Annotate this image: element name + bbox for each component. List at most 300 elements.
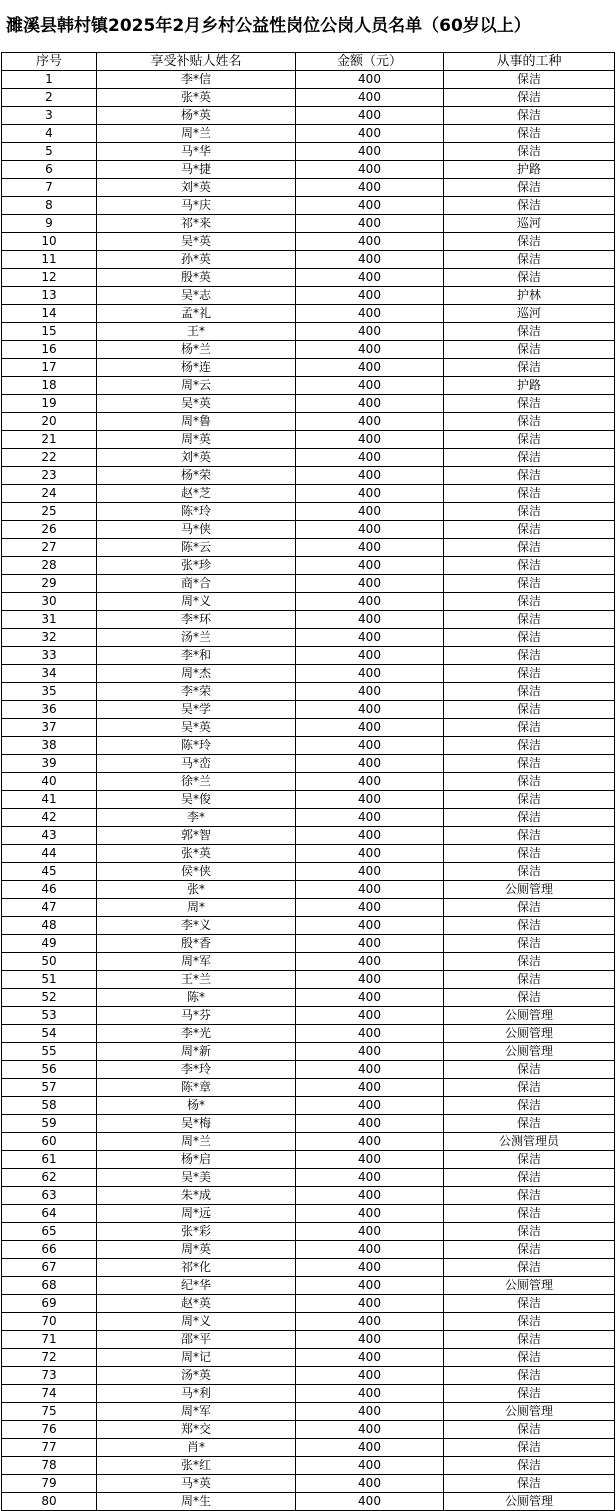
cell-name: 李*信 xyxy=(97,71,296,89)
table-row xyxy=(2,395,615,413)
table-row xyxy=(2,287,615,305)
cell-serial: 80 xyxy=(2,1493,97,1511)
cell-amount: 400 xyxy=(296,863,444,881)
cell-amount: 400 xyxy=(296,755,444,773)
cell-amount: 400 xyxy=(296,1043,444,1061)
cell-serial: 70 xyxy=(2,1313,97,1331)
cell-serial: 56 xyxy=(2,1061,97,1079)
personnel-table xyxy=(1,52,615,1511)
table-row xyxy=(2,1241,615,1259)
cell-name: 赵*英 xyxy=(97,1295,296,1313)
table-row xyxy=(2,1313,615,1331)
table-row xyxy=(2,1079,615,1097)
cell-serial: 58 xyxy=(2,1097,97,1115)
cell-name: 周*英 xyxy=(97,1241,296,1259)
cell-amount: 400 xyxy=(296,827,444,845)
cell-job: 保洁 xyxy=(444,197,615,215)
cell-name: 陈*云 xyxy=(97,539,296,557)
cell-job: 保洁 xyxy=(444,1295,615,1313)
cell-amount: 400 xyxy=(296,593,444,611)
table-row xyxy=(2,1421,615,1439)
cell-amount: 400 xyxy=(296,539,444,557)
cell-job: 保洁 xyxy=(444,629,615,647)
cell-serial: 68 xyxy=(2,1277,97,1295)
cell-job: 保洁 xyxy=(444,1367,615,1385)
cell-amount: 400 xyxy=(296,665,444,683)
cell-job: 保洁 xyxy=(444,1313,615,1331)
cell-serial: 28 xyxy=(2,557,97,575)
cell-serial: 4 xyxy=(2,125,97,143)
cell-amount: 400 xyxy=(296,629,444,647)
cell-job: 保洁 xyxy=(444,971,615,989)
cell-job: 保洁 xyxy=(444,557,615,575)
cell-job: 保洁 xyxy=(444,953,615,971)
cell-amount: 400 xyxy=(296,413,444,431)
cell-amount: 400 xyxy=(296,395,444,413)
cell-amount: 400 xyxy=(296,1421,444,1439)
table-row xyxy=(2,269,615,287)
cell-serial: 44 xyxy=(2,845,97,863)
cell-job: 保洁 xyxy=(444,827,615,845)
cell-amount: 400 xyxy=(296,1367,444,1385)
cell-name: 张* xyxy=(97,881,296,899)
cell-name: 马*华 xyxy=(97,143,296,161)
cell-serial: 21 xyxy=(2,431,97,449)
cell-job: 巡河 xyxy=(444,305,615,323)
cell-job: 保洁 xyxy=(444,431,615,449)
cell-amount: 400 xyxy=(296,917,444,935)
cell-job: 保洁 xyxy=(444,809,615,827)
cell-job: 保洁 xyxy=(444,1421,615,1439)
cell-name: 孟*礼 xyxy=(97,305,296,323)
cell-name: 周*远 xyxy=(97,1205,296,1223)
cell-job: 保洁 xyxy=(444,1241,615,1259)
cell-amount: 400 xyxy=(296,1493,444,1511)
table-row xyxy=(2,71,615,89)
table-row xyxy=(2,1043,615,1061)
cell-serial: 1 xyxy=(2,71,97,89)
table-body xyxy=(2,71,615,1511)
cell-name: 杨*启 xyxy=(97,1151,296,1169)
table-row xyxy=(2,125,615,143)
cell-name: 周*军 xyxy=(97,953,296,971)
table-row xyxy=(2,539,615,557)
cell-name: 吴*学 xyxy=(97,701,296,719)
cell-name: 吴*英 xyxy=(97,233,296,251)
cell-serial: 20 xyxy=(2,413,97,431)
table-row xyxy=(2,755,615,773)
table-row xyxy=(2,971,615,989)
cell-serial: 19 xyxy=(2,395,97,413)
cell-name: 朱*成 xyxy=(97,1187,296,1205)
table-row xyxy=(2,251,615,269)
cell-name: 祁*化 xyxy=(97,1259,296,1277)
cell-job: 保洁 xyxy=(444,845,615,863)
cell-job: 保洁 xyxy=(444,1115,615,1133)
cell-job: 保洁 xyxy=(444,1205,615,1223)
cell-amount: 400 xyxy=(296,1097,444,1115)
cell-amount: 400 xyxy=(296,719,444,737)
cell-serial: 55 xyxy=(2,1043,97,1061)
table-row xyxy=(2,1151,615,1169)
table-row xyxy=(2,1349,615,1367)
cell-amount: 400 xyxy=(296,845,444,863)
cell-name: 赵*芝 xyxy=(97,485,296,503)
cell-serial: 37 xyxy=(2,719,97,737)
cell-name: 张*英 xyxy=(97,89,296,107)
cell-name: 殷*英 xyxy=(97,269,296,287)
cell-job: 保洁 xyxy=(444,467,615,485)
cell-amount: 400 xyxy=(296,161,444,179)
table-row xyxy=(2,1187,615,1205)
cell-serial: 50 xyxy=(2,953,97,971)
cell-job: 公厕管理 xyxy=(444,1007,615,1025)
cell-job: 保洁 xyxy=(444,1061,615,1079)
cell-amount: 400 xyxy=(296,377,444,395)
cell-job: 保洁 xyxy=(444,1187,615,1205)
cell-job: 保洁 xyxy=(444,1079,615,1097)
cell-serial: 33 xyxy=(2,647,97,665)
cell-job: 护路 xyxy=(444,161,615,179)
table-row xyxy=(2,809,615,827)
cell-job: 保洁 xyxy=(444,611,615,629)
table-row xyxy=(2,1475,615,1493)
table-row xyxy=(2,899,615,917)
cell-amount: 400 xyxy=(296,143,444,161)
cell-name: 刘*英 xyxy=(97,449,296,467)
cell-name: 郭*智 xyxy=(97,827,296,845)
table-row xyxy=(2,737,615,755)
cell-job: 保洁 xyxy=(444,989,615,1007)
cell-job: 公厕管理 xyxy=(444,1043,615,1061)
cell-name: 刘*英 xyxy=(97,179,296,197)
cell-serial: 71 xyxy=(2,1331,97,1349)
cell-serial: 30 xyxy=(2,593,97,611)
cell-amount: 400 xyxy=(296,611,444,629)
cell-amount: 400 xyxy=(296,1277,444,1295)
cell-name: 陈*玲 xyxy=(97,503,296,521)
cell-serial: 75 xyxy=(2,1403,97,1421)
cell-amount: 400 xyxy=(296,197,444,215)
cell-serial: 60 xyxy=(2,1133,97,1151)
table-row xyxy=(2,1025,615,1043)
cell-amount: 400 xyxy=(296,485,444,503)
cell-serial: 53 xyxy=(2,1007,97,1025)
cell-amount: 400 xyxy=(296,1205,444,1223)
cell-job: 保洁 xyxy=(444,755,615,773)
cell-name: 马*捷 xyxy=(97,161,296,179)
cell-amount: 400 xyxy=(296,1223,444,1241)
cell-job: 公厕管理 xyxy=(444,881,615,899)
cell-amount: 400 xyxy=(296,89,444,107)
cell-serial: 45 xyxy=(2,863,97,881)
table-row xyxy=(2,845,615,863)
table-row xyxy=(2,1133,615,1151)
cell-serial: 22 xyxy=(2,449,97,467)
cell-serial: 78 xyxy=(2,1457,97,1475)
cell-name: 杨* xyxy=(97,1097,296,1115)
cell-amount: 400 xyxy=(296,233,444,251)
table-row xyxy=(2,773,615,791)
table-row xyxy=(2,701,615,719)
cell-serial: 59 xyxy=(2,1115,97,1133)
cell-name: 吴*英 xyxy=(97,719,296,737)
table-row xyxy=(2,107,615,125)
cell-serial: 6 xyxy=(2,161,97,179)
cell-amount: 400 xyxy=(296,881,444,899)
cell-amount: 400 xyxy=(296,125,444,143)
cell-job: 巡河 xyxy=(444,215,615,233)
table-header-row xyxy=(2,53,615,71)
cell-job: 保洁 xyxy=(444,1475,615,1493)
cell-job: 保洁 xyxy=(444,1223,615,1241)
cell-serial: 54 xyxy=(2,1025,97,1043)
cell-job: 保洁 xyxy=(444,575,615,593)
cell-amount: 400 xyxy=(296,1241,444,1259)
cell-amount: 400 xyxy=(296,989,444,1007)
cell-job: 保洁 xyxy=(444,917,615,935)
table-row xyxy=(2,629,615,647)
table-row xyxy=(2,683,615,701)
cell-amount: 400 xyxy=(296,701,444,719)
table-row xyxy=(2,719,615,737)
table-row xyxy=(2,557,615,575)
table-row xyxy=(2,1493,615,1511)
cell-amount: 400 xyxy=(296,323,444,341)
table-row xyxy=(2,503,615,521)
table-row xyxy=(2,575,615,593)
cell-amount: 400 xyxy=(296,1259,444,1277)
column-header-name: 享受补贴人姓名 xyxy=(97,53,296,71)
cell-name: 张*英 xyxy=(97,845,296,863)
cell-name: 周*兰 xyxy=(97,1133,296,1151)
table-row xyxy=(2,1115,615,1133)
cell-job: 保洁 xyxy=(444,737,615,755)
cell-job: 保洁 xyxy=(444,593,615,611)
table-row xyxy=(2,1331,615,1349)
cell-amount: 400 xyxy=(296,179,444,197)
table-row xyxy=(2,1277,615,1295)
cell-job: 保洁 xyxy=(444,521,615,539)
cell-job: 公厕管理 xyxy=(444,1403,615,1421)
cell-name: 吴*梅 xyxy=(97,1115,296,1133)
cell-serial: 17 xyxy=(2,359,97,377)
table-row xyxy=(2,485,615,503)
cell-job: 保洁 xyxy=(444,269,615,287)
cell-job: 保洁 xyxy=(444,413,615,431)
cell-name: 陈* xyxy=(97,989,296,1007)
cell-serial: 35 xyxy=(2,683,97,701)
cell-serial: 43 xyxy=(2,827,97,845)
table-row xyxy=(2,233,615,251)
cell-name: 邵*平 xyxy=(97,1331,296,1349)
cell-serial: 31 xyxy=(2,611,97,629)
cell-amount: 400 xyxy=(296,1439,444,1457)
cell-name: 周*义 xyxy=(97,1313,296,1331)
cell-serial: 52 xyxy=(2,989,97,1007)
cell-name: 吴*美 xyxy=(97,1169,296,1187)
cell-name: 周*英 xyxy=(97,431,296,449)
table-row xyxy=(2,827,615,845)
cell-job: 保洁 xyxy=(444,251,615,269)
cell-amount: 400 xyxy=(296,1385,444,1403)
cell-name: 张*珍 xyxy=(97,557,296,575)
cell-name: 马*庆 xyxy=(97,197,296,215)
cell-job: 保洁 xyxy=(444,341,615,359)
cell-serial: 11 xyxy=(2,251,97,269)
cell-name: 吴*俊 xyxy=(97,791,296,809)
table-row xyxy=(2,377,615,395)
cell-name: 杨*兰 xyxy=(97,341,296,359)
cell-amount: 400 xyxy=(296,809,444,827)
cell-amount: 400 xyxy=(296,215,444,233)
cell-job: 保洁 xyxy=(444,647,615,665)
cell-job: 公厕管理 xyxy=(444,1493,615,1511)
table-row xyxy=(2,521,615,539)
cell-amount: 400 xyxy=(296,1331,444,1349)
cell-serial: 25 xyxy=(2,503,97,521)
table-row xyxy=(2,1295,615,1313)
cell-name: 侯*侠 xyxy=(97,863,296,881)
cell-name: 王* xyxy=(97,323,296,341)
cell-amount: 400 xyxy=(296,1079,444,1097)
cell-job: 保洁 xyxy=(444,1331,615,1349)
cell-serial: 12 xyxy=(2,269,97,287)
cell-name: 李*光 xyxy=(97,1025,296,1043)
cell-amount: 400 xyxy=(296,1349,444,1367)
cell-serial: 38 xyxy=(2,737,97,755)
cell-job: 保洁 xyxy=(444,125,615,143)
cell-job: 保洁 xyxy=(444,503,615,521)
cell-name: 杨*英 xyxy=(97,107,296,125)
table-row xyxy=(2,431,615,449)
table-row xyxy=(2,1205,615,1223)
cell-name: 郑*交 xyxy=(97,1421,296,1439)
cell-amount: 400 xyxy=(296,503,444,521)
table-row xyxy=(2,305,615,323)
cell-serial: 57 xyxy=(2,1079,97,1097)
cell-serial: 27 xyxy=(2,539,97,557)
cell-job: 保洁 xyxy=(444,791,615,809)
cell-job: 保洁 xyxy=(444,179,615,197)
cell-name: 陈*章 xyxy=(97,1079,296,1097)
cell-job: 保洁 xyxy=(444,143,615,161)
cell-name: 周*生 xyxy=(97,1493,296,1511)
cell-name: 殷*香 xyxy=(97,935,296,953)
cell-serial: 5 xyxy=(2,143,97,161)
table-row xyxy=(2,449,615,467)
cell-amount: 400 xyxy=(296,71,444,89)
cell-name: 马*芬 xyxy=(97,1007,296,1025)
cell-job: 保洁 xyxy=(444,1259,615,1277)
cell-name: 周*新 xyxy=(97,1043,296,1061)
cell-serial: 32 xyxy=(2,629,97,647)
cell-serial: 61 xyxy=(2,1151,97,1169)
table-row xyxy=(2,611,615,629)
table-row xyxy=(2,1367,615,1385)
cell-name: 马*峦 xyxy=(97,755,296,773)
cell-job: 保洁 xyxy=(444,1457,615,1475)
column-header-amount: 金额（元） xyxy=(296,53,444,71)
table-row xyxy=(2,1259,615,1277)
table-row xyxy=(2,791,615,809)
cell-job: 保洁 xyxy=(444,665,615,683)
cell-name: 李* xyxy=(97,809,296,827)
column-header-serial: 序号 xyxy=(2,53,97,71)
table-row xyxy=(2,1403,615,1421)
table-row xyxy=(2,989,615,1007)
cell-serial: 67 xyxy=(2,1259,97,1277)
cell-name: 马*英 xyxy=(97,1475,296,1493)
cell-job: 保洁 xyxy=(444,1097,615,1115)
cell-job: 公厕管理 xyxy=(444,1277,615,1295)
cell-serial: 42 xyxy=(2,809,97,827)
cell-serial: 74 xyxy=(2,1385,97,1403)
cell-name: 周* xyxy=(97,899,296,917)
cell-amount: 400 xyxy=(296,431,444,449)
cell-serial: 18 xyxy=(2,377,97,395)
cell-amount: 400 xyxy=(296,251,444,269)
cell-name: 张*彩 xyxy=(97,1223,296,1241)
cell-job: 保洁 xyxy=(444,719,615,737)
cell-name: 商*合 xyxy=(97,575,296,593)
cell-serial: 39 xyxy=(2,755,97,773)
cell-name: 孙*英 xyxy=(97,251,296,269)
cell-name: 肖* xyxy=(97,1439,296,1457)
table-row xyxy=(2,647,615,665)
cell-name: 王*兰 xyxy=(97,971,296,989)
cell-amount: 400 xyxy=(296,467,444,485)
cell-serial: 34 xyxy=(2,665,97,683)
cell-amount: 400 xyxy=(296,1007,444,1025)
cell-name: 吴*英 xyxy=(97,395,296,413)
table-row xyxy=(2,359,615,377)
cell-serial: 51 xyxy=(2,971,97,989)
cell-serial: 16 xyxy=(2,341,97,359)
cell-name: 李*和 xyxy=(97,647,296,665)
cell-amount: 400 xyxy=(296,1115,444,1133)
cell-job: 公厕管理 xyxy=(444,1025,615,1043)
cell-job: 保洁 xyxy=(444,539,615,557)
table-row xyxy=(2,413,615,431)
cell-amount: 400 xyxy=(296,269,444,287)
table-row xyxy=(2,1169,615,1187)
cell-name: 李*荣 xyxy=(97,683,296,701)
cell-amount: 400 xyxy=(296,683,444,701)
cell-job: 保洁 xyxy=(444,683,615,701)
cell-name: 吴*志 xyxy=(97,287,296,305)
cell-serial: 79 xyxy=(2,1475,97,1493)
cell-serial: 49 xyxy=(2,935,97,953)
cell-name: 周*义 xyxy=(97,593,296,611)
cell-job: 保洁 xyxy=(444,89,615,107)
table-row xyxy=(2,341,615,359)
cell-name: 祁*来 xyxy=(97,215,296,233)
cell-job: 保洁 xyxy=(444,1151,615,1169)
cell-amount: 400 xyxy=(296,971,444,989)
cell-name: 陈*玲 xyxy=(97,737,296,755)
cell-name: 李*玲 xyxy=(97,1061,296,1079)
cell-amount: 400 xyxy=(296,449,444,467)
cell-amount: 400 xyxy=(296,647,444,665)
cell-serial: 62 xyxy=(2,1169,97,1187)
cell-name: 周*军 xyxy=(97,1403,296,1421)
cell-amount: 400 xyxy=(296,935,444,953)
cell-amount: 400 xyxy=(296,341,444,359)
cell-serial: 3 xyxy=(2,107,97,125)
table-row xyxy=(2,1439,615,1457)
cell-serial: 40 xyxy=(2,773,97,791)
